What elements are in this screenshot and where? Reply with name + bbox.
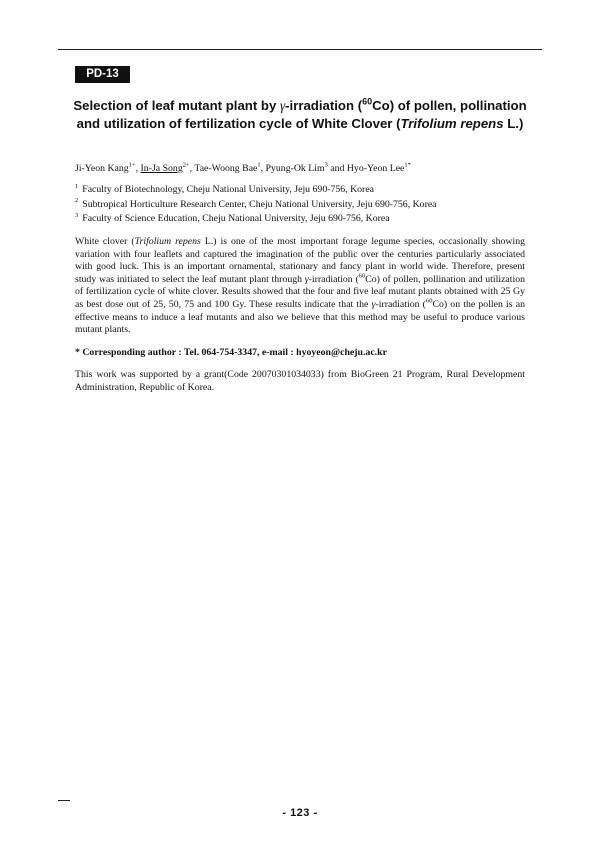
footnote-rule [58,800,70,801]
title-text-4: L.) [503,116,524,131]
abstract-paragraph [75,236,525,337]
abstract-text: Co) of pollen, pollination and utilization of fertilization cycle of white clover. Results showed that the four and five leaf mutant plants obtained with 25 Gy as best dose out of 25, 50, 75 and 100 Gy. These results indicate that the [75,273,526,310]
author-and: and [327,163,347,174]
top-rule [58,49,542,50]
author-sup: 2+ [182,161,190,169]
title-text-3: Co) of pollen, pollination and utilization of fertilization cycle of White Clover ( [76,98,527,131]
title-isotope-sup: 60 [362,96,373,107]
corresponding-author: * Corresponding author : Tel. 064-754-3347, e-mail : hyoyeon@cheju.ac.kr [75,347,387,358]
abstract-isotope-sup: 60 [425,297,433,305]
affiliation-number: 1 [75,182,79,190]
abstract-isotope-sup: 60 [358,272,366,280]
title-text-1: Selection of leaf mutant plant by [73,98,280,113]
affiliation [75,212,545,227]
affiliation-text: Faculty of Biotechnology, Cheju National University, Jeju 690-756, Korea [82,184,375,195]
abstract-gamma: γ [304,273,309,285]
author-name: Tae-Woong Bae [194,163,258,174]
author-sup: 1* [404,161,411,169]
author-sup: 1 [257,161,261,169]
author-name: Hyo-Yeon Lee [346,163,405,174]
abstract-text: L.) is one of the most important forage legume species, occasionally showing variation with four leaflets and captured the imagination of the public over the centuries particularly associated with good luck. This is an important ornamental, stationary and fancy plant in world wide. Therefore, present study was initiated to select the leaf mutant plant through [75,236,526,285]
abstract-gamma: γ [371,298,376,310]
affiliation [75,183,545,198]
author-name-presenting: In-Ja Song [140,163,183,174]
title-gamma: γ [279,98,286,113]
author-name: Ji-Yeon Kang [75,163,129,174]
affiliation-list [75,183,545,227]
abstract-text: -irradiation ( [375,298,426,310]
abstract-text: White clover ( [75,236,135,247]
author-separator: , [189,163,195,174]
page-number: - 123 - [282,807,318,819]
author-sup: 1+ [128,161,136,169]
affiliation-text: Subtropical Horticulture Research Center, Cheju National University, Jeju 690-756, Korea [82,198,437,210]
abstract-text: -irradiation ( [308,273,359,285]
paper-title [60,97,540,133]
affiliation-number: 3 [75,211,79,219]
title-text-2: -irradiation ( [285,98,363,113]
author-sup: 3 [324,161,328,169]
author-separator: , [135,163,141,174]
abstract-species: Trifolium repens [134,236,201,247]
poster-id-badge: PD-13 [75,66,130,83]
author-name: Pyung-Ok Lim [265,163,325,174]
author-separator: , [260,163,266,174]
funding-acknowledgement: This work was supported by a grant(Code 20070301034033) from BioGreen 21 Program, Rural Development Administration, Republic of Korea. [75,369,525,393]
title-species: Trifolium repens [400,116,504,131]
affiliation-text: Faculty of Science Education, Cheju National University, Jeju 690-756, Korea [82,213,390,224]
abstract-text: Co) on the pollen is an effective means to induce a leaf mutants and also we believe that this method may be useful to produce various mutant plants. [75,298,525,336]
affiliation-number: 2 [75,197,79,205]
affiliation [75,198,545,213]
author-list [75,162,545,176]
